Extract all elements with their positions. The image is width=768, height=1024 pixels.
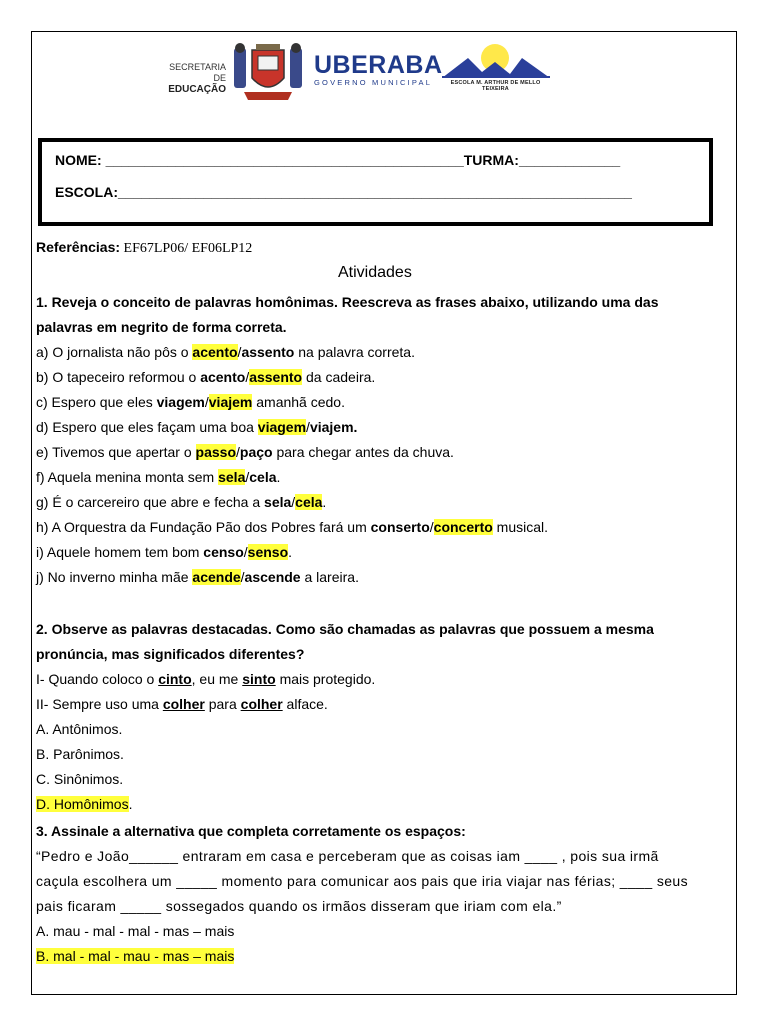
q1-item-a: a) O jornalista não pôs o acento/assento na palavra correta. xyxy=(36,344,415,360)
q1-item-j: j) No inverno minha mãe acende/ascende a lareira. xyxy=(36,569,359,585)
sec-line2: EDUCAÇÃO xyxy=(168,84,226,95)
q3-quote-line-2: caçula escolhera um _____ momento para comunicar aos pais que iria viajar nas férias; ____ seus xyxy=(36,873,689,889)
q3-statement: 3. Assinale a alternativa que completa corretamente os espaços: xyxy=(36,823,466,839)
q1-item-e: e) Tivemos que apertar o passo/paço para chegar antes da chuva. xyxy=(36,444,454,460)
q2-statement-1: 2. Observe as palavras destacadas. Como são chamadas as palavras que possuem a mesma xyxy=(36,621,654,637)
q1-item-i: i) Aquele homem tem bom censo/senso. xyxy=(36,544,293,560)
q1-item-g: g) É o carcereiro que abre e fecha a sela/cela. xyxy=(36,494,327,510)
nome-label: NOME: xyxy=(55,152,106,168)
q1-item-b: b) O tapeceiro reformou o acento/assento da cadeira. xyxy=(36,369,376,385)
q1-item-f: f) Aquela menina monta sem sela/cela. xyxy=(36,469,281,485)
q1-statement-2: palavras em negrito de forma correta. xyxy=(36,319,287,335)
city-crest-icon xyxy=(230,42,306,102)
q2-statement-2: pronúncia, mas significados diferentes? xyxy=(36,646,305,662)
ref-codes: EF67LP06/ EF06LP12 xyxy=(120,241,253,256)
q2-option-c: C. Sinônimos. xyxy=(36,771,124,787)
q3-option-a: A. mau - mal - mal - mas – mais xyxy=(36,923,235,939)
q2-option-d: D. Homônimos. xyxy=(36,796,133,812)
q1-item-d: d) Espero que eles façam uma boa viagem/viajem. xyxy=(36,419,358,435)
q2-sentence-i: I- Quando coloco o cinto, eu me sinto mais protegido. xyxy=(36,671,376,687)
city-name: UBERABA xyxy=(314,51,443,79)
q3-option-b: B. mal - mal - mau - mas – mais xyxy=(36,948,235,964)
q3-quote-line-1: “Pedro e João______ entraram em casa e perceberam que as coisas iam ____ , pois sua irmã xyxy=(36,848,659,864)
q1-item-c: c) Espero que eles viagem/viajem amanhã cedo. xyxy=(36,394,345,410)
nome-field[interactable]: ______________________________________________ xyxy=(105,152,464,168)
turma-label: TURMA: xyxy=(463,152,519,168)
q2-sentence-ii: II- Sempre uso uma colher para colher alface. xyxy=(36,696,328,712)
student-info-box xyxy=(38,138,713,226)
header-logos xyxy=(0,40,768,104)
escola-row xyxy=(55,184,632,200)
page-title: Atividades xyxy=(338,264,412,281)
sec-line1: SECRETARIA DE xyxy=(169,62,226,83)
school-name: ESCOLA M. ARTHUR DE MELLO TEIXEIRA xyxy=(450,80,541,92)
references xyxy=(36,238,252,258)
escola-field[interactable]: __________________________________________________________________ xyxy=(118,184,632,200)
q1-item-h: h) A Orquestra da Fundação Pão dos Pobres fará um conserto/concerto musical. xyxy=(36,519,549,535)
uberaba-logo xyxy=(314,52,443,88)
q3-quote-line-3: pais ficaram _____ sossegados quando os irmãos disseram que iriam com ela.” xyxy=(36,898,562,914)
q2-option-b: B. Parônimos. xyxy=(36,746,124,762)
ref-label: Referências: xyxy=(36,239,121,255)
nome-row xyxy=(55,152,620,168)
escola-label: ESCOLA: xyxy=(55,184,118,200)
secretaria-logo-text xyxy=(162,62,226,95)
q2-option-a: A. Antônimos. xyxy=(36,721,123,737)
q1-statement-1: 1. Reveja o conceito de palavras homônimas. Reescreva as frases abaixo, utilizando uma das xyxy=(36,294,659,310)
gov-name: GOVERNO MUNICIPAL xyxy=(314,78,433,87)
turma-field[interactable]: _____________ xyxy=(518,152,621,168)
